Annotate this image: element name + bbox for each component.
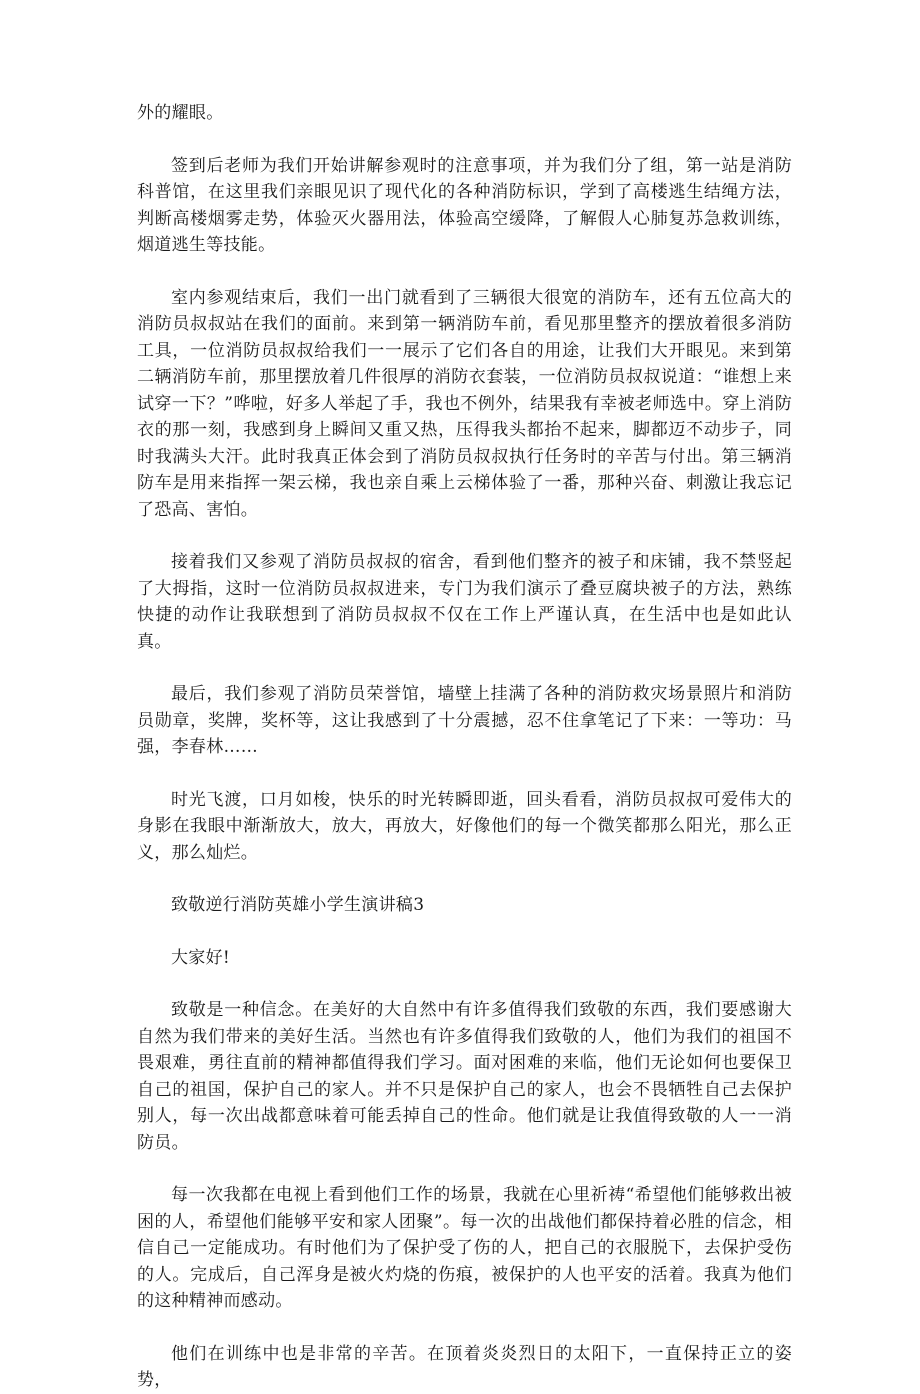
paragraph-fire-trucks: 室内参观结束后，我们一出门就看到了三辆很大很宽的消防车，还有五位高大的消防员叔叔站在我们的面前。来到第一辆消防车前，看见那里整齐的摆放着很多消防工具，一位消防员叔叔给我们一一展示了它们各自的用途，让我们大开眼见。来到第二辆消防车前，那里摆放着几件很厚的消防衣套装，一位消防员叔叔说道：“谁想上来试穿一下？”哗啦，好多人举起了手，我也不例外，结果我有幸被老师选中。穿上消防衣的那一刻，我感到身上瞬间又重又热，压得我头都抬不起来，脚都迈不动步子，同时我满头大汗。此时我真正体会到了消防员叔叔执行任务时的辛苦与付出。第三辆消防车是用来指挥一架云梯，我也亲自乘上云梯体验了一番，那种兴奋、刺激让我忘记了恐高、害怕。 [137, 287, 792, 520]
paragraph-time-flies: 时光飞渡，口月如梭，快乐的时光转瞬即逝，回头看看，消防员叔叔可爱伟大的身影在我眼中渐渐放大，放大，再放大，好像他们的每一个微笑都那么阳光，那么正义，那么灿烂。 [137, 789, 792, 863]
paragraph-dormitory: 接着我们又参观了消防员叔叔的宿舍，看到他们整齐的被子和床铺，我不禁竖起了大拇指，这时一位消防员叔叔进来，专门为我们演示了叠豆腐块被子的方法，熟练快捷的动作让我联想到了消防员叔叔不仅在工作上严谨认真，在生活中也是如此认真。 [137, 552, 792, 652]
greeting: 大家好! [171, 947, 231, 968]
speech-title: 致敬逆行消防英雄小学生演讲稿3 [171, 895, 425, 915]
paragraph-salute-belief: 致敬是一种信念。在美好的大自然中有许多值得我们致敬的东西，我们要感谢大自然为我们带来的美好生活。当然也有许多值得我们致敬的人，他们为我们的祖国不畏艰难，勇往直前的精神都值得我们学习。面对困难的来临，他们无论如何也要保卫自己的祖国，保护自己的家人。并不只是保护自己的家人，也会不畏牺牲自己去保护别人，每一次出战都意味着可能丢掉自己的性命。他们就是让我值得致敬的人一一消防员。 [137, 1000, 792, 1153]
paragraph-continuation: 外的耀眼。 [137, 103, 224, 123]
document-page [137, 100, 792, 1394]
paragraph-honor-hall: 最后，我们参观了消防员荣誉馆，墙壁上挂满了各种的消防救灾场景照片和消防员勋章，奖牌，奖杯等，这让我感到了十分震撼，忍不住拿笔记了下来：一等功：马强，李春林…… [137, 684, 792, 757]
paragraph-tv-scenes: 每一次我都在电视上看到他们工作的场景，我就在心里祈祷“希望他们能够救出被困的人，希望他们能够平安和家人团聚”。每一次的出战他们都保持着必胜的信念，相信自己一定能成功。有时他们为了保护受了伤的人，把自己的衣服脱下，去保护受伤的人。完成后，自己浑身是被火灼烧的伤痕，被保护的人也平安的活着。我真为他们的这种精神而感动。 [137, 1185, 792, 1311]
paragraph-science-museum: 签到后老师为我们开始讲解参观时的注意事项，并为我们分了组，第一站是消防科普馆，在这里我们亲眼见识了现代化的各种消防标识，学到了高楼逃生结绳方法，判断高楼烟雾走势，体验灭火器用法，体验高空缓降，了解假人心肺复苏急救训练，烟道逃生等技能。 [137, 155, 792, 255]
paragraph-training: 他们在训练中也是非常的辛苦。在顶着炎炎烈日的太阳下，一直保持正立的姿势， [137, 1343, 792, 1390]
